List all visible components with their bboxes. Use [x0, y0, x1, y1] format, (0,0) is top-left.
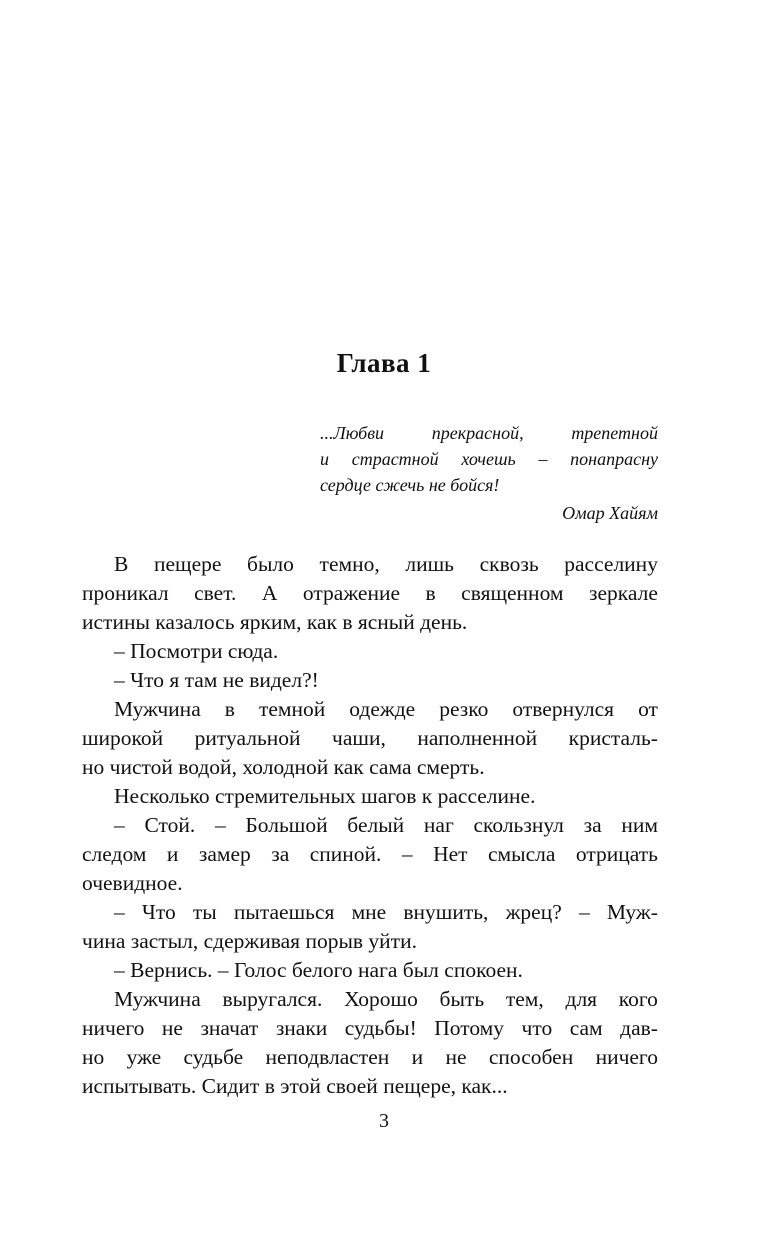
body-word: в: [224, 697, 235, 721]
body-line: [82, 724, 658, 753]
body-word: чаши,: [332, 726, 386, 750]
body-line-text: истины казалось ярким, как в ясный день.: [82, 610, 468, 634]
body-word: но: [82, 1045, 105, 1069]
body-line: [82, 666, 658, 695]
body-word: зеркале: [589, 581, 658, 605]
body-word: –: [578, 900, 590, 924]
body-word: ничего: [595, 1045, 658, 1069]
body-line: [82, 782, 658, 811]
epigraph-word: понапрасну: [570, 449, 658, 469]
body-word: сам: [569, 1016, 603, 1040]
body-line: [82, 840, 658, 869]
epigraph: [320, 420, 658, 526]
body-word: свет.: [194, 581, 237, 605]
body-word: не: [445, 1045, 467, 1069]
body-word: отрицать: [575, 842, 658, 866]
body-word: одежде: [349, 697, 416, 721]
body-line-text: чина застыл, сдерживая порыв уйти.: [82, 929, 417, 953]
body-line: [82, 550, 658, 579]
body-word: темно,: [319, 552, 380, 576]
epigraph-word: трепетной: [571, 423, 658, 443]
body-word: –: [401, 842, 413, 866]
body-word: тем,: [505, 987, 544, 1011]
body-word: священном: [461, 581, 564, 605]
body-word: за: [583, 813, 602, 837]
body-line: [82, 753, 658, 782]
body-text: [82, 550, 658, 1101]
body-line: [82, 637, 658, 666]
epigraph-line: [320, 446, 658, 472]
body-word: Большой: [245, 813, 328, 837]
body-word: следом: [82, 842, 147, 866]
body-word: было: [247, 552, 294, 576]
body-word: проникал: [82, 581, 169, 605]
body-word: отражение: [302, 581, 400, 605]
body-word: –: [114, 813, 125, 837]
body-word: спиной.: [309, 842, 382, 866]
body-word: В: [114, 552, 129, 576]
body-word: судьбе: [183, 1045, 244, 1069]
body-word: белый: [347, 813, 405, 837]
body-word: Муж-: [606, 900, 658, 924]
body-line: [82, 579, 658, 608]
body-word: дав-: [620, 1016, 658, 1040]
body-word: кого: [618, 987, 658, 1011]
body-word: знаки: [275, 1016, 328, 1040]
body-word: замер: [198, 842, 251, 866]
epigraph-line: [320, 420, 658, 446]
epigraph-word: хочешь: [461, 449, 516, 469]
epigraph-word: –: [538, 449, 548, 469]
body-word: от: [638, 697, 658, 721]
body-word: скользнул: [473, 813, 564, 837]
chapter-title: Глава 1: [336, 348, 432, 378]
body-line: [82, 811, 658, 840]
body-line-text: испытывать. Сидит в этой своей пещере, как...: [82, 1074, 508, 1098]
body-line-text: но чистой водой, холодной как сама смерть.: [82, 755, 485, 779]
body-word: А: [261, 581, 278, 605]
body-word: уже: [126, 1045, 162, 1069]
body-word: наг: [423, 813, 454, 837]
body-word: Нет: [433, 842, 468, 866]
body-line-text: – Вернись. – Голос белого нага был спокоен.: [114, 958, 523, 982]
body-word: смысла: [488, 842, 556, 866]
body-line: [82, 927, 658, 956]
body-word: ничего: [82, 1016, 145, 1040]
body-word: пытаешься: [233, 900, 335, 924]
body-word: ним: [621, 813, 658, 837]
body-word: Мужчина: [114, 697, 201, 721]
body-line: [82, 869, 658, 898]
body-line-text: очевидное.: [82, 871, 183, 895]
body-line: [82, 608, 658, 637]
body-word: отвернулся: [512, 697, 615, 721]
epigraph-word: прекрасной,: [431, 423, 524, 443]
body-word: значат: [200, 1016, 259, 1040]
body-word: в: [425, 581, 436, 605]
body-word: жрец?: [505, 900, 562, 924]
body-word: расселину: [564, 552, 658, 576]
body-line-text: – Посмотри сюда.: [114, 639, 279, 663]
body-word: ритуальной: [194, 726, 301, 750]
body-word: внушить,: [403, 900, 489, 924]
body-line-text: – Что я там не видел?!: [114, 668, 319, 692]
body-word: Что: [141, 900, 176, 924]
body-word: сквозь: [479, 552, 539, 576]
body-word: Потому: [434, 1016, 505, 1040]
body-word: широкой: [82, 726, 164, 750]
body-line-text: Несколько стремительных шагов к расселине.: [114, 784, 536, 808]
body-word: –: [214, 813, 226, 837]
body-word: Мужчина: [114, 987, 201, 1011]
body-word: кристаль-: [568, 726, 658, 750]
body-line: [82, 1072, 658, 1101]
body-word: резко: [439, 697, 489, 721]
page-number: 3: [379, 1110, 389, 1132]
body-word: ты: [192, 900, 217, 924]
body-line: [82, 956, 658, 985]
epigraph-word: и: [320, 449, 329, 469]
body-line: [82, 1014, 658, 1043]
body-word: за: [271, 842, 290, 866]
epigraph-line: сердце сжечь не бойся!: [320, 475, 500, 495]
body-word: для: [565, 987, 598, 1011]
body-word: –: [114, 900, 125, 924]
body-word: пещере: [153, 552, 222, 576]
epigraph-word: ...Любви: [320, 423, 385, 443]
body-word: наполненной: [417, 726, 538, 750]
body-word: неподвластен: [265, 1045, 390, 1069]
body-word: и: [166, 842, 179, 866]
epigraph-word: страстной: [351, 449, 439, 469]
body-word: не: [161, 1016, 183, 1040]
body-word: судьбы!: [344, 1016, 417, 1040]
body-word: и: [411, 1045, 424, 1069]
body-word: быть: [439, 987, 485, 1011]
body-word: что: [521, 1016, 553, 1040]
body-word: Стой.: [144, 813, 196, 837]
body-line: [82, 898, 658, 927]
body-word: темной: [258, 697, 326, 721]
body-word: лишь: [405, 552, 454, 576]
epigraph-author: Омар Хайям: [562, 503, 658, 523]
body-word: способен: [488, 1045, 574, 1069]
body-word: мне: [351, 900, 387, 924]
body-line: [82, 1043, 658, 1072]
body-line: [82, 695, 658, 724]
body-word: выругался.: [222, 987, 323, 1011]
body-word: Хорошо: [344, 987, 418, 1011]
body-line: [82, 985, 658, 1014]
